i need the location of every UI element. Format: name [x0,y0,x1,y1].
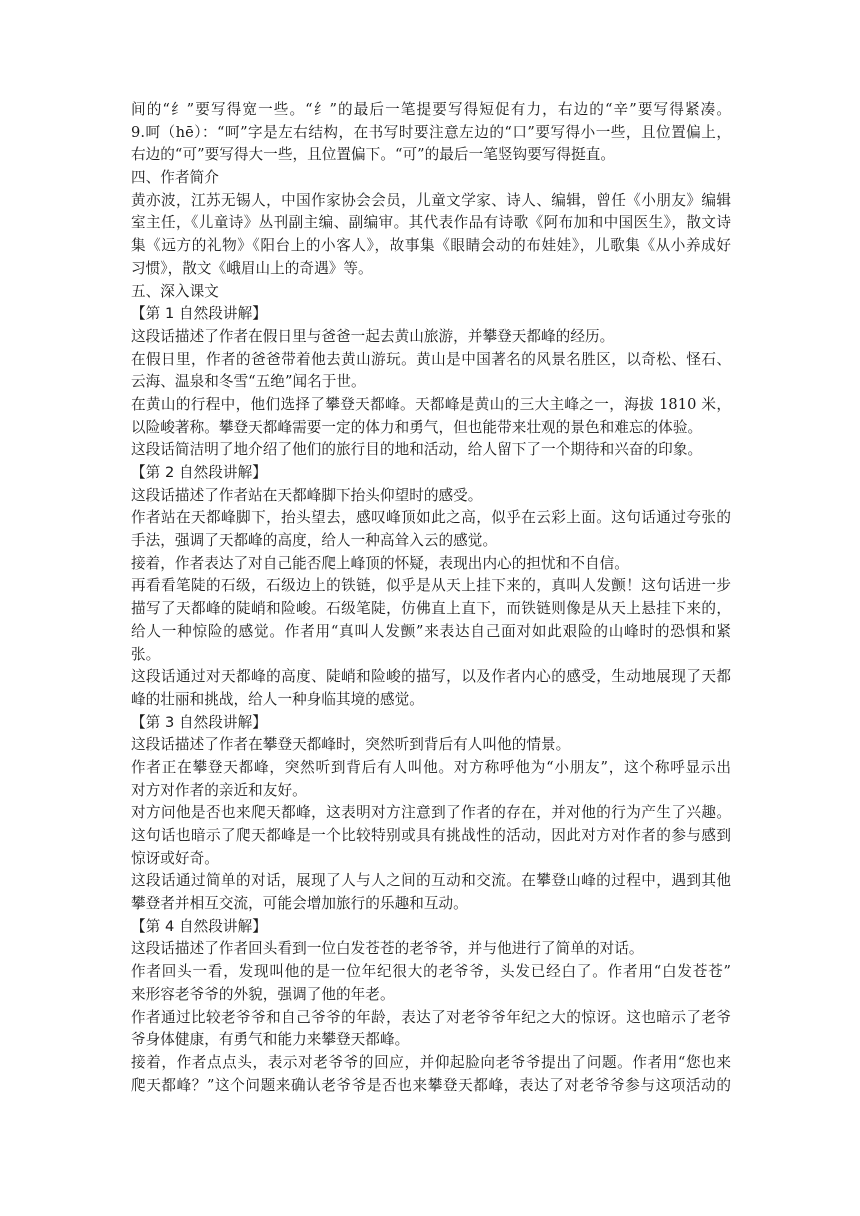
text-line: 爬天都峰？”这个问题来确认老爷爷是否也来攀登天都峰，表达了对老爷爷参与这项活动的 [131,1076,731,1094]
text-line: 作者通过比较老爷爷和自己爷爷的年龄，表达了对老爷爷年纪之大的惊讶。这也暗示了老爷 [131,1008,731,1026]
text-line: 攀登者并相互交流，可能会增加旅行的乐趣和互动。 [131,895,468,913]
document-page [131,99,731,1097]
text-line: 室主任，《儿童诗》丛刊副主编、副编审。其代表作品有诗歌《阿布加和中国医生》，散文诗 [131,214,731,232]
text-line: 这段话描述了作者站在天都峰脚下抬头仰望时的感受。 [131,486,483,504]
text-line: 描写了天都峰的陡峭和险峻。石级笔陡，仿佛直上直下，而铁链则像是从天上悬挂下来的， [131,600,731,618]
text-line: 手法，强调了天都峰的高度，给人一种高耸入云的感觉。 [131,532,498,550]
text-line: 这段话通过简单的对话，展现了人与人之间的互动和交流。在攀登山峰的过程中，遇到其他 [131,872,731,890]
text-line: 这句话也暗示了爬天都峰是一个比较特别或具有挑战性的活动，因此对方对作者的参与感到 [131,827,731,844]
text-line: 爷身体健康，有勇气和能力来攀登天都峰。 [131,1031,410,1049]
text-line: 云海、温泉和冬雪“五绝”闻名于世。 [131,373,366,391]
section-heading: 【第 2 自然段讲解】 [131,464,267,481]
text-line: 再看看笔陡的石级，石级边上的铁链，似乎是从天上挂下来的，真叫人发颤！这句话进一步 [131,577,731,595]
text-line: 在黄山的行程中，他们选择了攀登天都峰。天都峰是黄山的三大主峰之一，海拔 1810 米， [131,395,731,413]
text-line: 在假日里，作者的爸爸带着他去黄山游玩。黄山是中国著名的风景名胜区，以奇松、怪石、 [131,350,731,368]
text-line: 来形容老爷爷的外貌，强调了他的年老。 [131,985,395,1003]
text-line: 这段话描述了作者回头看到一位白发苍苍的老爷爷，并与他进行了简单的对话。 [131,940,644,958]
text-line: 这段话通过对天都峰的高度、陡峭和险峻的描写，以及作者内心的感受，生动地展现了天都 [131,668,731,686]
section-heading: 五、深入课文 [131,282,219,300]
text-line: 间的“纟”要写得宽一些。“纟”的最后一笔提要写得短促有力，右边的“辛”要写得紧凑。 [131,101,731,118]
text-line: 习惯》，散文《峨眉山上的奇遇》等。 [131,259,373,277]
text-line: 这段话描述了作者在假日里与爸爸一起去黄山旅游，并攀登天都峰的经历。 [131,327,615,345]
text-line: 右边的“可”要写得大一些，且位置偏下。“可”的最后一笔竖钩要写得挺直。 [131,146,616,164]
text-line: 作者回头一看，发现叫他的是一位年纪很大的老爷爷，头发已经白了。作者用“白发苍苍” [131,963,731,981]
text-line: 接着，作者点点头，表示对老爷爷的回应，并仰起脸向老爷爷提出了问题。作者用“您也来 [131,1053,731,1071]
text-line: 惊讶或好奇。 [131,849,219,867]
text-line: 给人一种惊险的感觉。作者用“真叫人发颤”来表达自己面对如此艰险的山峰时的恐惧和紧 [131,622,731,640]
text-line: 峰的壮丽和挑战，给人一种身临其境的感觉。 [131,690,424,708]
text-line: 对方对作者的亲近和友好。 [131,781,307,799]
text-line: 对方问他是否也来爬天都峰，这表明对方注意到了作者的存在，并对他的行为产生了兴趣。 [131,804,731,822]
text-line: 以险峻著称。攀登天都峰需要一定的体力和勇气，但也能带来壮观的景色和难忘的体验。 [131,418,703,436]
section-heading: 【第 1 自然段讲解】 [131,305,267,323]
text-line: 黄亦波，江苏无锡人，中国作家协会会员，儿童文学家、诗人、编辑，曾任《小朋友》编辑 [131,191,731,209]
text-line: 集《远方的礼物》《阳台上的小客人》，故事集《眼睛会动的布娃娃》，儿歌集《从小养成好 [131,237,731,255]
section-heading: 【第 3 自然段讲解】 [131,713,267,731]
section-heading: 【第 4 自然段讲解】 [131,917,267,935]
text-line: 9.呵（hē）：“呵”字是左右结构，在书写时要注意左边的“口”要写得小一些，且位置偏上， [131,123,731,141]
text-line: 接着，作者表达了对自己能否爬上峰顶的怀疑，表现出内心的担忧和不自信。 [131,554,629,572]
text-line: 作者站在天都峰脚下，抬头望去，感叹峰顶如此之高，似乎在云彩上面。这句话通过夸张的 [131,509,731,527]
text-line: 这段话简洁明了地介绍了他们的旅行目的地和活动，给人留下了一个期待和兴奋的印象。 [131,441,703,459]
text-line: 张。 [131,645,161,663]
text-line: 作者正在攀登天都峰，突然听到背后有人叫他。对方称呼他为“小朋友”，这个称呼显示出 [131,758,731,776]
text-line: 这段话描述了作者在攀登天都峰时，突然听到背后有人叫他的情景。 [131,736,571,754]
section-heading: 四、作者简介 [131,169,219,187]
